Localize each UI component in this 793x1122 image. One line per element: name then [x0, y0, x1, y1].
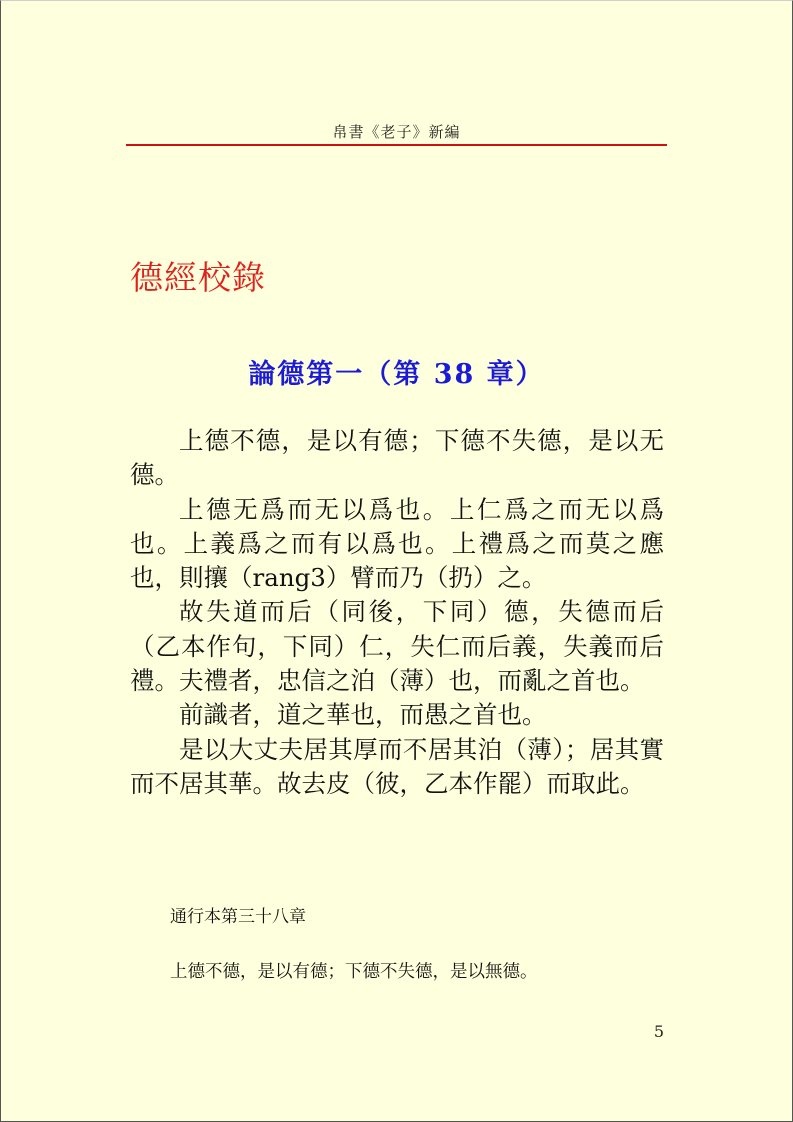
tongxing-heading: 通行本第三十八章	[170, 907, 306, 927]
header-rule	[126, 144, 667, 146]
paragraph: 上德不德，是以有德；下德不失德，是以无德。	[130, 426, 664, 490]
paragraph: 故失道而后（同後，下同）德，失德而后（乙本作句，下同）仁，失仁而后義，失義而后禮。夫禮者，忠信之泊（薄）也，而亂之首也。	[130, 597, 664, 696]
paragraph: 是以大丈夫居其厚而不居其泊（薄）；居其實而不居其華。故去皮（彼，乙本作罷）而取此。	[130, 734, 664, 798]
section-title: 德經校錄	[130, 258, 266, 297]
chapter-title: 論德第一（第 38 章）	[248, 359, 545, 390]
page-number: 5	[653, 1022, 664, 1041]
running-header: 帛書《老子》新編	[332, 123, 461, 141]
tongxing-text: 上德不德，是以有德；下德不失德，是以無德。	[170, 962, 538, 982]
paragraph: 前識者，道之華也，而愚之首也。	[179, 700, 547, 730]
paragraph: 上德无爲而无以爲也。上仁爲之而无以爲也。上義爲之而有以爲也。上禮爲之而莫之應也，則攘（rang3）臂而乃（扔）之。	[130, 494, 664, 593]
main-text	[130, 424, 664, 801]
